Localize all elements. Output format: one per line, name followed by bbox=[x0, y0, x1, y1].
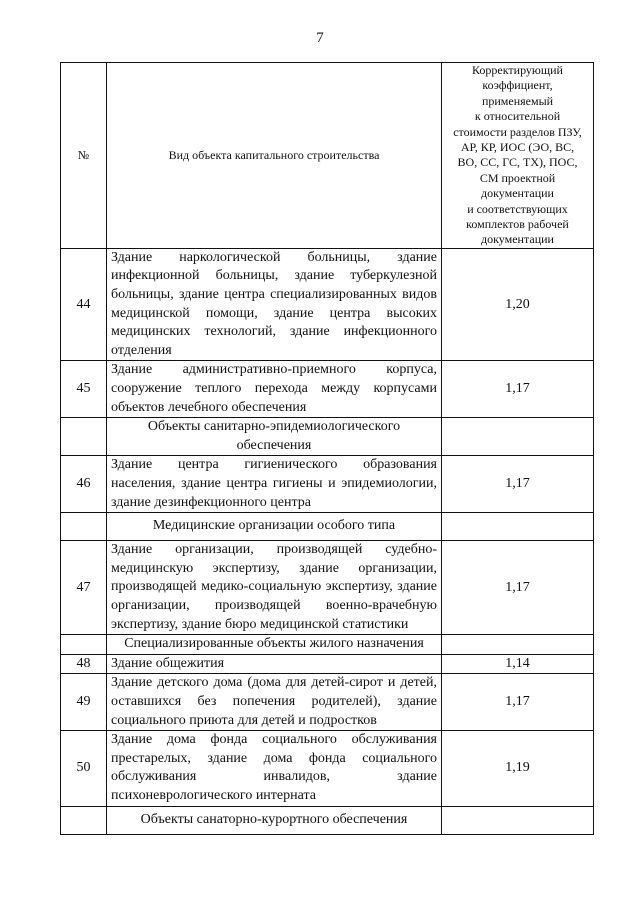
section-coefficient-cell bbox=[442, 418, 594, 456]
section-row bbox=[61, 806, 594, 834]
section-number-cell bbox=[61, 513, 107, 541]
table-row bbox=[61, 654, 594, 674]
row-description: Здание организации, производящей судебно-медицинскую экспертизу, здание организации, производящей медико-социальную экспертизу, здание организации, производящей военно-врачебную экспертизу, здание бюро медицинской статистики bbox=[107, 541, 442, 635]
row-number: 50 bbox=[61, 731, 107, 806]
header-coefficient-line: ВО, СС, ГС, ТХ), ПОС, bbox=[457, 155, 578, 170]
table-row bbox=[61, 248, 594, 361]
header-coefficient-line: АР, КР, ИОС (ЭО, ВС, bbox=[460, 140, 575, 155]
table-row bbox=[61, 731, 594, 806]
row-description: Здание наркологической больницы, здание инфекционной больницы, здание туберкулезной больницы, здание центра специализированных видов медицинской помощи, здание центра высоких медицинских технологий, здание инфекционного отделения bbox=[107, 248, 442, 361]
header-coefficient-line: к относительной bbox=[474, 109, 561, 124]
section-title: Объекты санитарно-эпидемиологического обеспечения bbox=[107, 418, 442, 456]
header-coefficient-line: применяемый bbox=[481, 93, 554, 108]
row-description: Здание детского дома (дома для детей-сирот и детей, оставшихся без попечения родителей), здание социального приюта для детей и подростков bbox=[107, 674, 442, 731]
row-coefficient: 1,20 bbox=[442, 248, 594, 361]
row-number: 49 bbox=[61, 674, 107, 731]
section-coefficient-cell bbox=[442, 513, 594, 541]
row-coefficient: 1,17 bbox=[442, 456, 594, 513]
row-number: 44 bbox=[61, 248, 107, 361]
header-coefficient-line: документации bbox=[481, 186, 554, 201]
section-number-cell bbox=[61, 418, 107, 456]
coefficient-table bbox=[60, 62, 594, 835]
row-coefficient: 1,17 bbox=[442, 361, 594, 418]
section-title: Объекты санаторно-курортного обеспечения bbox=[107, 806, 442, 834]
row-coefficient: 1,14 bbox=[442, 654, 594, 674]
section-row bbox=[61, 418, 594, 456]
row-number: 47 bbox=[61, 541, 107, 635]
section-row bbox=[61, 635, 594, 655]
table-row bbox=[61, 361, 594, 418]
section-coefficient-cell bbox=[442, 635, 594, 655]
header-coefficient-line: Корректирующий bbox=[472, 63, 563, 77]
row-description: Здание общежития bbox=[107, 654, 442, 674]
header-coefficient-line: и соответствующих bbox=[467, 201, 568, 216]
row-description: Здание дома фонда социального обслуживания престарелых, здание дома фонда социального обслуживания инвалидов, здание психоневрологического интерната bbox=[107, 731, 442, 806]
header-coefficient-line: комплектов рабочей bbox=[466, 217, 569, 232]
row-coefficient: 1,19 bbox=[442, 731, 594, 806]
header-coefficient-line: документации bbox=[481, 232, 554, 247]
table-row bbox=[61, 456, 594, 513]
row-description: Здание центра гигиенического образования населения, здание центра гигиены и эпидемиологии, здание дезинфекционного центра bbox=[107, 456, 442, 513]
row-description: Здание административно-приемного корпуса, сооружение теплого перехода между корпусами объектов лечебного обеспечения bbox=[107, 361, 442, 418]
section-title: Специализированные объекты жилого назначения bbox=[107, 635, 442, 655]
header-coefficient-line: коэффициент, bbox=[482, 78, 553, 93]
section-title: Медицинские организации особого типа bbox=[107, 513, 442, 541]
row-coefficient: 1,17 bbox=[442, 674, 594, 731]
row-number: 45 bbox=[61, 361, 107, 418]
row-coefficient: 1,17 bbox=[442, 541, 594, 635]
header-coefficient-line: СМ проектной bbox=[479, 170, 556, 185]
header-number: № bbox=[61, 63, 107, 249]
row-number: 48 bbox=[61, 654, 107, 674]
table-header-row bbox=[61, 63, 594, 249]
section-coefficient-cell bbox=[442, 806, 594, 834]
header-coefficient-line: стоимости разделов ПЗУ, bbox=[453, 124, 582, 139]
header-object-type: Вид объекта капитального строительства bbox=[107, 63, 442, 249]
section-row bbox=[61, 513, 594, 541]
table-row bbox=[61, 541, 594, 635]
table-row bbox=[61, 674, 594, 731]
header-coefficient bbox=[442, 63, 594, 249]
section-number-cell bbox=[61, 635, 107, 655]
section-number-cell bbox=[61, 806, 107, 834]
row-number: 46 bbox=[61, 456, 107, 513]
page-number: 7 bbox=[316, 30, 324, 46]
